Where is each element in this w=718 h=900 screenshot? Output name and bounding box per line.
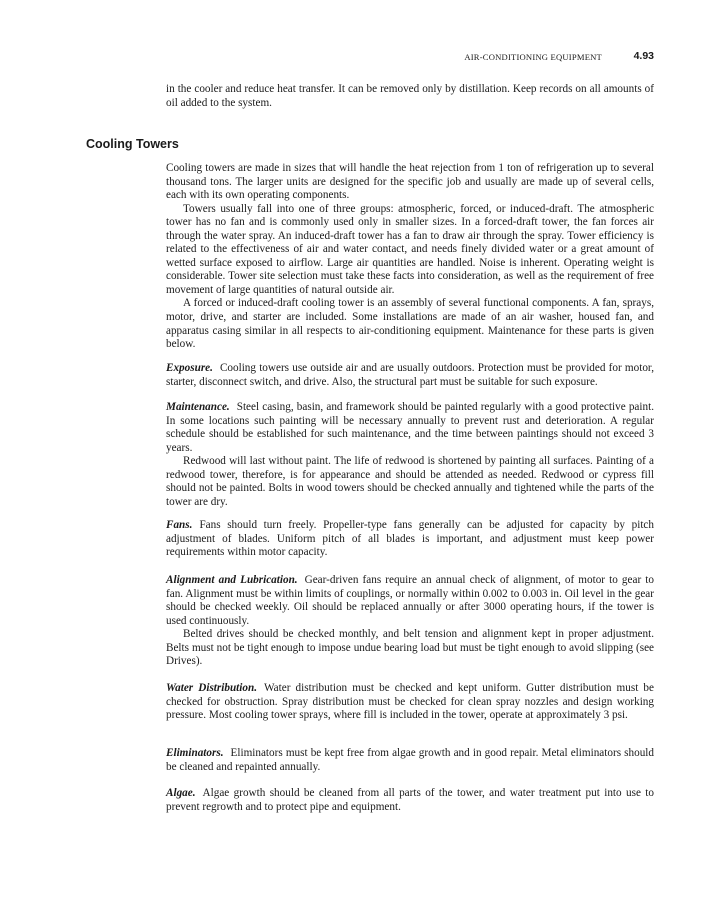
eliminators-block: [166, 747, 654, 774]
maintenance-title: Maintenance.: [166, 401, 230, 413]
water-text: Water distribution must be checked and kept uniform. Gutter distribution must be checked for obstruction. Spray distribution must be checked for clean spray nozzles and design working pressure. Most cooling tower sprays, where fill is included in the tower, operate at approximately 3 psi.: [166, 682, 654, 722]
running-title: AIR-CONDITIONING EQUIPMENT: [464, 52, 602, 62]
page-number: 4.93: [633, 50, 654, 62]
maintenance-paragraph: [166, 401, 654, 455]
alignment-paragraph-2: Belted drives should be checked monthly, and belt tension and alignment kept in proper adjustment. Belts must not be tight enough to impose undue bearing load but must be tight enough to avoid slipping (see Drives).: [166, 628, 654, 668]
maintenance-block: [166, 401, 654, 509]
maintenance-paragraph-2: Redwood will last without paint. The life of redwood is shortened by painting all surfaces. Painting of a redwood tower, therefore, is for appearance and should be attended as needed. Redwood or cypress fill should not be painted. Bolts in wood towers should be checked annually and tightened while the parts of the tower are dry.: [166, 455, 654, 508]
alignment-block: [166, 574, 654, 669]
fans-block: [166, 519, 654, 560]
eliminators-title: Eliminators.: [166, 747, 224, 759]
water-title: Water Distribution.: [166, 682, 258, 694]
alignment-paragraph: [166, 574, 654, 628]
fans-title: Fans.: [166, 519, 193, 531]
alignment-text: Gear-driven fans require an annual check of alignment, of motor to gear to fan. Alignment must be within limits of couplings, or normally within 0.002 to 0.003 in. Oil level in the gear should be checked weekly. Oil should be replaced annually or after 3000 operating hours, if the tower is used continuously.: [166, 574, 654, 627]
fans-text: Fans should turn freely. Propeller-type fans generally can be adjusted for capacity by pitch adjustment of blades. Uniform pitch of all blades is important, and adjustment must keep power requirements within motor capacity.: [166, 519, 654, 559]
fans-paragraph: [166, 519, 654, 560]
overview-paragraph-2: Towers usually fall into one of three groups: atmospheric, forced, or induced-draft. The atmospheric tower has no fan and is commonly used only in smaller sizes. In a forced-draft tower, the fan forces air through the water spray. An induced-draft tower has a fan to draw air through the spray. Tower efficiency is related to the effectiveness of air and water contact, and needs finely divided water or a great amount of wetted surface exposed to airflow. Large air quantities are handled. Noise is inherent. Operating weight is considerable. Tower site selection must take these facts into consideration, as well as the requirement of free movement of large quantities of natural outside air.: [166, 202, 654, 296]
exposure-block: [166, 362, 654, 389]
intro-paragraph: in the cooler and reduce heat transfer. It can be removed only by distillation. Keep records on all amounts of oil added to the system.: [166, 83, 654, 109]
water-paragraph: [166, 682, 654, 723]
algae-title: Algae.: [166, 787, 196, 799]
eliminators-text: Eliminators must be kept free from algae growth and in good repair. Metal eliminators should be cleaned and repainted annually.: [166, 747, 654, 773]
exposure-title: Exposure.: [166, 362, 213, 374]
algae-paragraph: [166, 787, 654, 814]
maintenance-text: Steel casing, basin, and framework should be painted regularly with a good protective paint. In some locations such painting will be necessary annually to prevent rust and deterioration. A regular schedule should be established for such maintenance, and the time between paintings should not exceed 3 years.: [166, 401, 654, 454]
algae-block: [166, 787, 654, 814]
overview-paragraph-1: Cooling towers are made in sizes that will handle the heat rejection from 1 ton of refrigeration up to several thousand tons. The larger units are designed for the specific job and usually are made up of several cells, each with its own operating components.: [166, 162, 654, 202]
intro-block: [166, 83, 654, 110]
section-heading: Cooling Towers: [86, 137, 179, 151]
water-block: [166, 682, 654, 723]
algae-text: Algae growth should be cleaned from all parts of the tower, and water treatment put into use to prevent regrowth and to protect pipe and equipment.: [166, 787, 654, 813]
eliminators-paragraph: [166, 747, 654, 774]
exposure-paragraph: [166, 362, 654, 389]
overview-block: [166, 162, 654, 352]
overview-paragraph-3: A forced or induced-draft cooling tower is an assembly of several functional components. A fan, sprays, motor, drive, and starter are included. Some installations are made of an air washer, housed fan, and apparatus casing similar in all respects to air-conditioning equipment. Maintenance for these parts is given below.: [166, 297, 654, 351]
page-header: [166, 50, 654, 68]
exposure-text: Cooling towers use outside air and are usually outdoors. Protection must be provided for motor, starter, disconnect switch, and drive. Also, the structural part must be suitable for such exposure.: [166, 362, 654, 388]
alignment-title: Alignment and Lubrication.: [166, 574, 298, 586]
